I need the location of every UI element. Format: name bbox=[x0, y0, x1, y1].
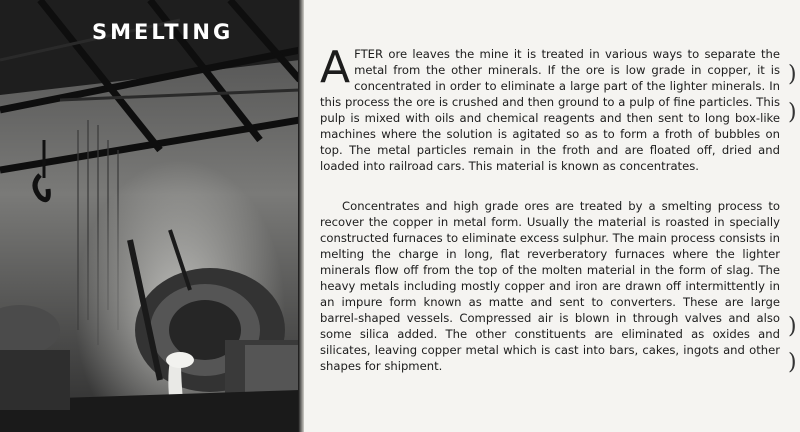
paragraph-2: Concentrates and high grade ores are treated by a smelting process to recover the copper in metal form. Usually the material is roasted in specially constructed furnaces to eliminate excess sulphur. The main process consists in melting the charge in long, flat reverberatory furnaces where the lighter minerals flow off from the top of the molten material in the form of slag. The heavy metals including mostly copper and iron are drawn off intermittently in an impure form known as matte and sent to converters. These are large barrel-shaped vessels. Compressed air is blown in through valves and also some silica added. The other constituents are eliminated as oxides and silicates, leaving copper metal which is cast into bars, cakes, ingots and other shapes for shipment. bbox=[320, 199, 780, 373]
photo-title: SMELTING bbox=[92, 20, 234, 44]
text-page bbox=[304, 0, 800, 432]
paragraph-1 bbox=[320, 42, 780, 174]
binding-mark-bottom-2: ) bbox=[788, 350, 797, 375]
smelter-photo bbox=[0, 0, 300, 432]
binding-mark-top: ) bbox=[788, 62, 797, 87]
binding-mark-top-2: ) bbox=[788, 100, 797, 125]
binding-mark-bottom: ) bbox=[788, 314, 797, 339]
paragraph-1-text: FTER ore leaves the mine it is treated in various ways to separate the metal from the other minerals. If the ore is low grade in copper, it is concentrated in order to eliminate a large part of the lighter minerals. In this process the ore is crushed and then ground to a pulp of fine particles. This pulp is mixed with oils and chemical reagents and then sent to long box-like machines where the solution is agitated so as to form a froth of bubbles on top. The metal particles remain in the froth and are floated off, dried and loaded into railroad cars. This material is known as concentrates. bbox=[320, 47, 780, 173]
article-body bbox=[320, 42, 780, 374]
drop-cap: A bbox=[320, 42, 351, 93]
smelter-photo-image bbox=[0, 0, 300, 432]
